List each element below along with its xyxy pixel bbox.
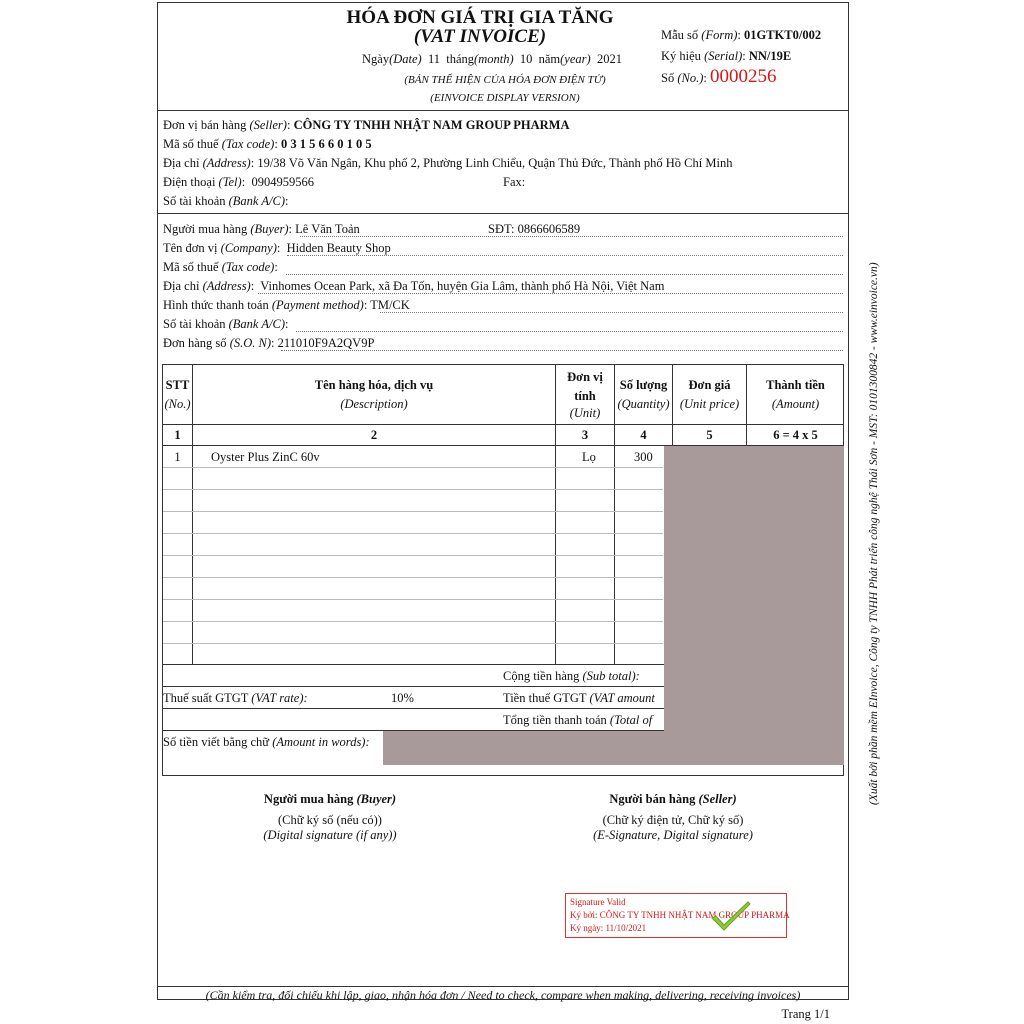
seller-tax-row: Mã số thuế (Tax code): 0 3 1 5 6 6 0 1 0 5 xyxy=(163,137,372,151)
invoice-date-line: Ngày(Date) 11 tháng(month) 10 năm(year) 2021 xyxy=(362,52,622,66)
display-note-vi: (BẢN THỂ HIỆN CỦA HÓA ĐƠN ĐIỆN TỬ) xyxy=(404,74,606,86)
buyer-account-row: Số tài khoản (Bank A/C): xyxy=(163,317,289,331)
buyer-signature-title: Người mua hàng (Buyer) xyxy=(263,792,397,806)
side-note: (Xuất bởi phần mềm EInvoice, Công ty TNHH Phát triển công nghệ Thái Sơn - MST: 0101300842 - www.einvoice.vn) xyxy=(868,262,880,805)
digital-signature-stamp xyxy=(565,893,790,938)
seller-address: 19/38 Võ Văn Ngân, Khu phố 2, Phường Linh Chiểu, Quận Thủ Đức, Thành phố Hồ Chí Minh xyxy=(257,156,733,170)
header-stt: STT xyxy=(165,378,190,392)
invoice-day: 11 xyxy=(427,52,440,66)
checkmark-icon xyxy=(708,900,754,934)
seller-phone-row: Điện thoại (Tel): 0904959566 xyxy=(163,175,314,189)
buyer-order-row: Đơn hàng số (S.O. N): 211010F9A2QV9P xyxy=(163,336,375,350)
col-number: 1 xyxy=(174,428,181,442)
row-no: 1 xyxy=(174,450,181,464)
seller-phone: 0904959566 xyxy=(251,175,314,189)
row-description: Oyster Plus ZinC 60v xyxy=(211,450,320,464)
buyer-signature-note: (Chữ ký số (nếu có)) xyxy=(278,813,382,827)
seller-address-row: Địa chỉ (Address): 19/38 Võ Văn Ngân, Khu phố 2, Phường Linh Chiểu, Quận Thủ Đức, Thành phố Hồ Chí Minh xyxy=(163,156,733,170)
header-quantity: Số lượng xyxy=(619,378,668,392)
header-amount: Thành tiền xyxy=(766,378,825,392)
header-unit-price: Đơn giá xyxy=(688,378,731,392)
buyer-phone: 0866606589 xyxy=(517,222,581,236)
header-description: Tên hàng hóa, dịch vụ xyxy=(314,378,434,392)
page-number: Trang 1/1 xyxy=(781,1007,830,1021)
seller-signature-note-en: (E-Signature, Digital signature) xyxy=(593,828,753,842)
seller-name: CÔNG TY TNHH NHẬT NAM GROUP PHARMA xyxy=(293,118,570,132)
vat-rate-value: 10% xyxy=(391,691,414,705)
vat-amount-label: Tiền thuế GTGT (VAT amount xyxy=(503,691,655,705)
buyer-address: Vinhomes Ocean Park, xã Đa Tốn, huyện Gia Lâm, thành phố Hà Nội, Việt Nam xyxy=(260,279,665,293)
col-number: 5 xyxy=(706,428,713,442)
invoice-month: 10 xyxy=(519,52,533,66)
seller-divider xyxy=(157,213,849,214)
total-label: Tổng tiền thanh toán (Total of xyxy=(503,713,653,727)
buyer-order: 211010F9A2QV9P xyxy=(277,336,375,350)
invoice-title: HÓA ĐƠN GIÁ TRỊ GIA TĂNG xyxy=(346,7,614,28)
redaction-block xyxy=(383,731,844,765)
invoice-number: Số (No.): 0000256 xyxy=(661,66,777,87)
seller-tax-code: 0 3 1 5 6 6 0 1 0 5 xyxy=(280,137,372,151)
header-divider xyxy=(157,110,849,111)
col-number: 2 xyxy=(370,428,378,442)
buyer-payment: TM/CK xyxy=(370,298,410,312)
signature-status: Signature Valid xyxy=(570,897,626,907)
buyer-name-row: Người mua hàng (Buyer): Lê Văn Toản xyxy=(163,222,360,236)
seller-signature-title: Người bán hàng (Seller) xyxy=(609,792,737,806)
footer-note: (Cần kiểm tra, đối chiếu khi lập, giao, nhận hóa đơn / Need to check, compare when making, delivering, receiving invoices) xyxy=(205,988,801,1002)
buyer-phone-row: SĐT: 0866606589 xyxy=(488,222,581,236)
buyer-tax-row: Mã số thuế (Tax code): xyxy=(163,260,278,274)
buyer-company-row: Tên đơn vị (Company): Hidden Beauty Shop xyxy=(163,241,391,255)
col-number: 4 xyxy=(640,428,647,442)
buyer-address-row: Địa chỉ (Address): Vinhomes Ocean Park, xã Đa Tốn, huyện Gia Lâm, thành phố Hà Nội, Việt Nam xyxy=(163,279,665,293)
signature-date: Ký ngày: 11/10/2021 xyxy=(570,923,647,933)
col-number: 3 xyxy=(581,428,589,442)
signature-signer: Ký bởi: CÔNG TY TNHH NHẬT NAM GROUP PHARMA xyxy=(570,910,790,920)
col-number: 6 = 4 x 5 xyxy=(773,428,818,442)
header-unit: Đơn vị tính xyxy=(567,370,603,403)
subtotal-label: Cộng tiền hàng (Sub total): xyxy=(503,669,640,683)
form-number: Mẫu số (Form): 01GTKT0/002 xyxy=(661,28,822,42)
buyer-payment-row: Hình thức thanh toán (Payment method): TM/CK xyxy=(163,298,410,312)
serial-number: Ký hiệu (Serial): NN/19E xyxy=(661,49,792,63)
buyer-signature-note-en: (Digital signature (if any)) xyxy=(263,828,397,842)
seller-account-row: Số tài khoản (Bank A/C): xyxy=(163,194,289,208)
seller-signature-note: (Chữ ký điện tử, Chữ ký số) xyxy=(602,813,744,827)
buyer-name: Lê Văn Toản xyxy=(295,222,360,236)
invoice-year: 2021 xyxy=(596,52,622,66)
vat-rate-label: Thuế suất GTGT (VAT rate): xyxy=(163,691,308,705)
display-note-en: (EINVOICE DISPLAY VERSION) xyxy=(430,92,580,104)
amount-in-words-label: Số tiền viết bằng chữ (Amount in words): xyxy=(163,735,370,749)
invoice-subtitle: (VAT INVOICE) xyxy=(413,26,547,47)
row-quantity: 300 xyxy=(634,450,653,464)
buyer-company: Hidden Beauty Shop xyxy=(286,241,391,255)
row-unit: Lọ xyxy=(582,450,596,464)
seller-name-row: Đơn vị bán hàng (Seller): CÔNG TY TNHH NHẬT NAM GROUP PHARMA xyxy=(163,118,570,132)
redaction-block xyxy=(664,446,844,731)
side-note-area xyxy=(852,200,880,810)
seller-fax: Fax: xyxy=(503,175,526,189)
